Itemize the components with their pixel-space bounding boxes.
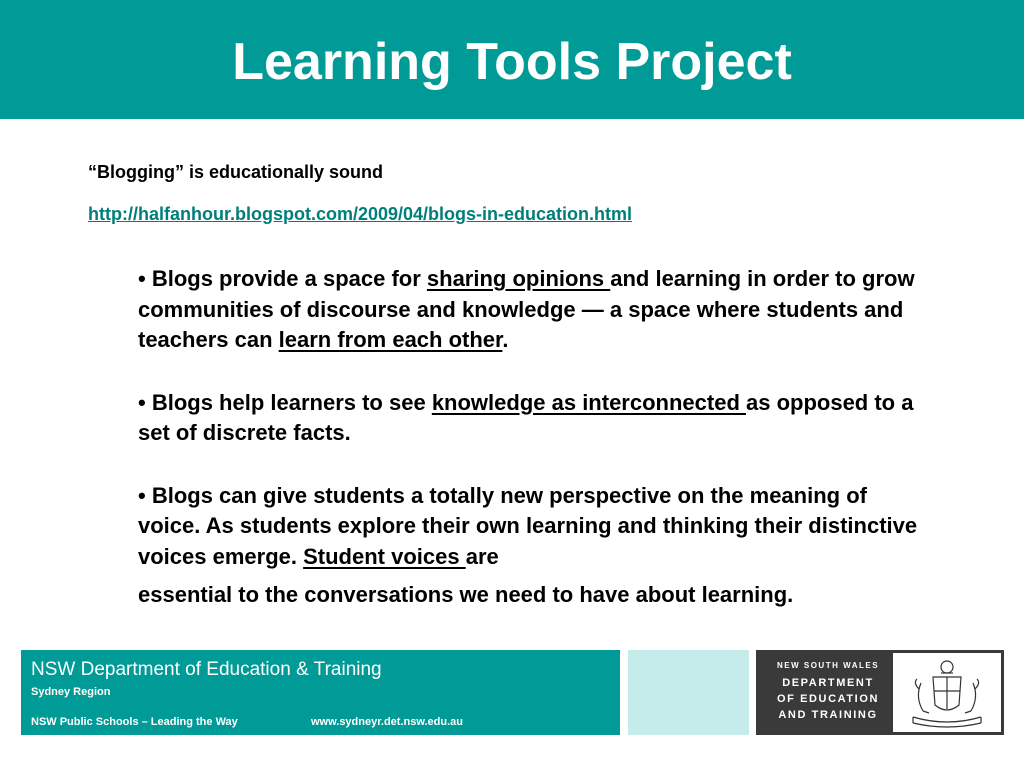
bullet-3-text-c: essential to the conversations we need to have about learning. — [138, 582, 794, 607]
bullet-2-emphasis-1: knowledge as interconnected — [431, 389, 746, 415]
nsw-crest-icon — [893, 653, 1001, 732]
department-logo — [756, 650, 1004, 735]
bullet-3-emphasis-1: Student voices — [303, 543, 466, 569]
bullet-list — [138, 264, 928, 643]
source-link[interactable]: http://halfanhour.blogspot.com/2009/04/blogs-in-education.html — [88, 204, 633, 224]
bullet-1-text-c: . — [502, 327, 509, 352]
footer-accent-block — [628, 650, 749, 735]
logo-line-3: AND TRAINING — [778, 709, 878, 721]
footer-website: www.sydneyr.det.nsw.edu.au — [311, 716, 464, 728]
title-bar — [0, 0, 1024, 119]
bullet-2-text-a: • Blogs help learners to see — [138, 389, 432, 415]
bullet-3-text-b: are — [465, 543, 499, 569]
logo-text — [769, 661, 887, 723]
footer-region: Sydney Region — [31, 686, 111, 698]
bullet-1-text-b: and learning in order to grow communities of discourse and knowledge — a space where students and teachers can — [138, 266, 915, 352]
bullet-1-text-a: • Blogs provide a space for — [138, 266, 427, 291]
footer-department-panel — [21, 650, 620, 735]
slide-subtitle: “Blogging” is educationally sound — [88, 162, 384, 182]
bullet-1-emphasis-1: sharing opinions — [426, 266, 611, 291]
bullet-1-emphasis-2: learn from each other — [278, 327, 503, 352]
bullet-2 — [138, 388, 928, 449]
logo-state-name: NEW SOUTH WALES — [776, 661, 880, 670]
footer-tagline: NSW Public Schools – Leading the Way — [31, 716, 238, 728]
logo-line-2: OF EDUCATION — [776, 693, 880, 705]
bullet-1 — [138, 264, 928, 356]
footer-department: NSW Department of Education & Training — [31, 659, 382, 680]
bullet-2-text-b: as opposed to a set of discrete facts. — [138, 389, 914, 445]
bullet-3-text-a: • Blogs can give students a totally new perspective on the meaning of voice. As students explore their own learning and thinking their distinctive voices emerge. — [138, 482, 918, 569]
logo-line-1: DEPARTMENT — [782, 677, 874, 689]
bullet-3 — [138, 481, 928, 611]
slide-title: Learning Tools Project — [232, 33, 792, 91]
